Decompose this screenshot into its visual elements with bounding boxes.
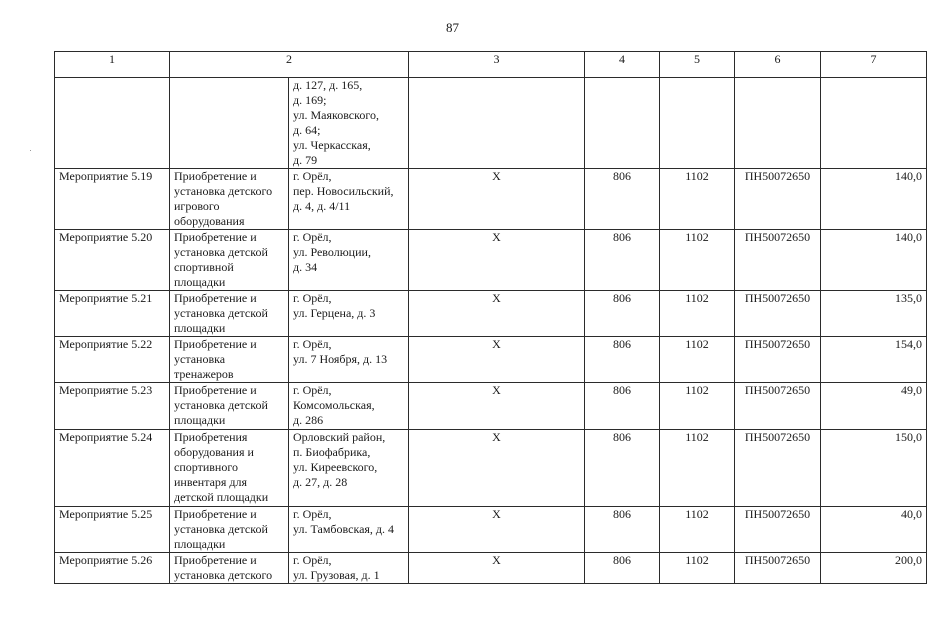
col4-cell: 806 <box>585 430 660 507</box>
col3-cell: X <box>409 383 585 430</box>
name-cell: Приобретение и установка детской площадки <box>170 507 289 553</box>
col5-cell: 1102 <box>660 291 735 337</box>
col3-cell <box>409 78 585 169</box>
address-cell: г. Орёл, Комсомольская, д. 286 <box>289 383 409 430</box>
col4-cell: 806 <box>585 507 660 553</box>
page-number: 87 <box>446 20 459 35</box>
col5-cell: 1102 <box>660 383 735 430</box>
amount-cell: 140,0 <box>821 230 927 291</box>
event-cell: Мероприятие 5.24 <box>55 430 170 507</box>
col6-cell: ПН50072650 <box>735 383 821 430</box>
col6-cell: ПН50072650 <box>735 430 821 507</box>
amount-cell: 135,0 <box>821 291 927 337</box>
header-row <box>55 52 927 78</box>
budget-table <box>54 51 927 584</box>
col4-cell: 806 <box>585 169 660 230</box>
address-cell: г. Орёл, пер. Новосильский, д. 4, д. 4/11 <box>289 169 409 230</box>
header-col-1: 1 <box>55 52 170 78</box>
name-cell: Приобретение и установка детского игрового оборудования <box>170 169 289 230</box>
col5-cell: 1102 <box>660 553 735 584</box>
header-col-2: 2 <box>170 52 409 78</box>
address-cell: г. Орёл, ул. Тамбовская, д. 4 <box>289 507 409 553</box>
col6-cell: ПН50072650 <box>735 230 821 291</box>
col4-cell: 806 <box>585 291 660 337</box>
table-row <box>55 230 927 291</box>
name-cell: Приобретение и установка детской площадки <box>170 291 289 337</box>
name-cell: Приобретение и установка детского <box>170 553 289 584</box>
col6-cell: ПН50072650 <box>735 169 821 230</box>
col3-cell: X <box>409 230 585 291</box>
col4-cell: 806 <box>585 383 660 430</box>
event-cell <box>55 78 170 169</box>
name-cell: Приобретения оборудования и спортивного инвентаря для детской площадки <box>170 430 289 507</box>
col3-cell: X <box>409 553 585 584</box>
address-cell: г. Орёл, ул. Грузовая, д. 1 <box>289 553 409 584</box>
header-col-3: 3 <box>409 52 585 78</box>
table-row <box>55 78 927 169</box>
col4-cell <box>585 78 660 169</box>
table-row <box>55 383 927 430</box>
event-cell: Мероприятие 5.26 <box>55 553 170 584</box>
header-col-5: 5 <box>660 52 735 78</box>
amount-cell: 140,0 <box>821 169 927 230</box>
table-row <box>55 291 927 337</box>
scan-dot <box>30 150 31 151</box>
table-row <box>55 430 927 507</box>
col5-cell: 1102 <box>660 337 735 383</box>
col6-cell: ПН50072650 <box>735 507 821 553</box>
event-cell: Мероприятие 5.21 <box>55 291 170 337</box>
table-row <box>55 507 927 553</box>
amount-cell: 154,0 <box>821 337 927 383</box>
amount-cell: 40,0 <box>821 507 927 553</box>
col6-cell <box>735 78 821 169</box>
address-cell: Орловский район, п. Биофабрика, ул. Киреевского, д. 27, д. 28 <box>289 430 409 507</box>
col3-cell: X <box>409 507 585 553</box>
header-col-6: 6 <box>735 52 821 78</box>
amount-cell: 200,0 <box>821 553 927 584</box>
col5-cell <box>660 78 735 169</box>
header-col-7: 7 <box>821 52 927 78</box>
header-col-4: 4 <box>585 52 660 78</box>
table-row <box>55 337 927 383</box>
event-cell: Мероприятие 5.25 <box>55 507 170 553</box>
col6-cell: ПН50072650 <box>735 337 821 383</box>
address-cell: г. Орёл, ул. 7 Ноября, д. 13 <box>289 337 409 383</box>
amount-cell: 150,0 <box>821 430 927 507</box>
col4-cell: 806 <box>585 230 660 291</box>
col6-cell: ПН50072650 <box>735 291 821 337</box>
col3-cell: X <box>409 337 585 383</box>
event-cell: Мероприятие 5.23 <box>55 383 170 430</box>
name-cell <box>170 78 289 169</box>
col5-cell: 1102 <box>660 507 735 553</box>
event-cell: Мероприятие 5.22 <box>55 337 170 383</box>
col6-cell: ПН50072650 <box>735 553 821 584</box>
col5-cell: 1102 <box>660 430 735 507</box>
col5-cell: 1102 <box>660 230 735 291</box>
event-cell: Мероприятие 5.19 <box>55 169 170 230</box>
col4-cell: 806 <box>585 337 660 383</box>
name-cell: Приобретение и установка детской площадки <box>170 383 289 430</box>
col4-cell: 806 <box>585 553 660 584</box>
col5-cell: 1102 <box>660 169 735 230</box>
col3-cell: X <box>409 430 585 507</box>
col3-cell: X <box>409 291 585 337</box>
amount-cell: 49,0 <box>821 383 927 430</box>
event-cell: Мероприятие 5.20 <box>55 230 170 291</box>
address-cell: д. 127, д. 165, д. 169; ул. Маяковского, д. 64; ул. Черкасская, д. 79 <box>289 78 409 169</box>
table-row <box>55 553 927 584</box>
col3-cell: X <box>409 169 585 230</box>
address-cell: г. Орёл, ул. Революции, д. 34 <box>289 230 409 291</box>
name-cell: Приобретение и установка детской спортивной площадки <box>170 230 289 291</box>
table-row <box>55 169 927 230</box>
name-cell: Приобретение и установка тренажеров <box>170 337 289 383</box>
amount-cell <box>821 78 927 169</box>
address-cell: г. Орёл, ул. Герцена, д. 3 <box>289 291 409 337</box>
